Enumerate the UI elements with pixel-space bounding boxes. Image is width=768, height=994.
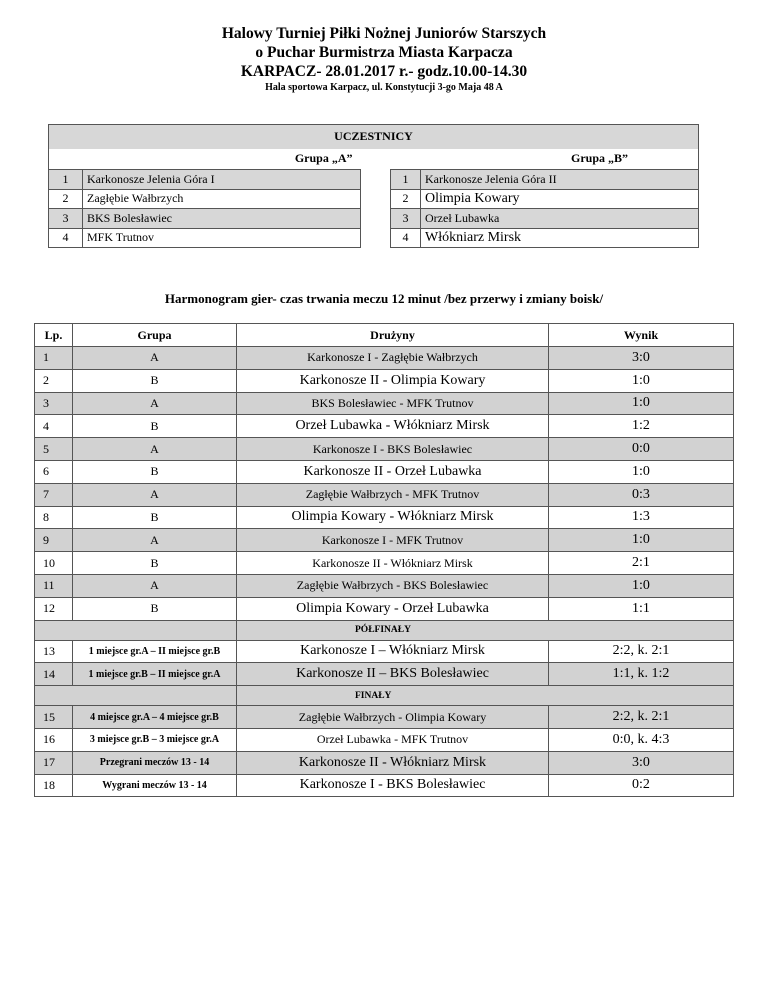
match-number: 18 bbox=[35, 774, 73, 797]
title-line-3: KARPACZ- 28.01.2017 r.- godz.10.00-14.30 bbox=[240, 63, 528, 80]
match-result: 1:0 bbox=[549, 529, 734, 552]
col-header-lp: Lp. bbox=[35, 324, 73, 347]
schedule-row bbox=[35, 640, 734, 663]
match-teams: BKS Bolesławiec - MFK Trutnov bbox=[237, 392, 549, 415]
match-teams: Karkonosze II – BKS Bolesławiec bbox=[237, 663, 549, 686]
match-teams: Orzeł Lubawka - MFK Trutnov bbox=[237, 728, 549, 751]
match-result: 2:2, k. 2:1 bbox=[549, 640, 734, 663]
semifinal-section-label: PÓŁFINAŁY bbox=[237, 620, 734, 640]
match-group: A bbox=[73, 347, 237, 370]
match-teams: Olimpia Kowary - Włókniarz Mirsk bbox=[237, 506, 549, 529]
match-teams: Karkonosze I – Włókniarz Mirsk bbox=[237, 640, 549, 663]
col-header-wynik: Wynik bbox=[549, 324, 734, 347]
match-number: 15 bbox=[35, 706, 73, 729]
group-a-team: BKS Bolesławiec bbox=[83, 209, 361, 229]
match-result: 1:1, k. 1:2 bbox=[549, 663, 734, 686]
match-group: B bbox=[73, 552, 237, 575]
match-teams: Karkonosze I - BKS Bolesławiec bbox=[237, 438, 549, 461]
match-number: 2 bbox=[35, 369, 73, 392]
match-number: 4 bbox=[35, 415, 73, 438]
match-result: 3:0 bbox=[549, 751, 734, 774]
participants-table bbox=[48, 124, 699, 248]
schedule-row bbox=[35, 369, 734, 392]
section-spacer bbox=[35, 686, 237, 706]
match-number: 7 bbox=[35, 483, 73, 506]
group-b-team: Olimpia Kowary bbox=[421, 189, 699, 209]
group-a-team: Zagłębie Wałbrzych bbox=[83, 189, 361, 209]
match-number: 3 bbox=[35, 392, 73, 415]
match-number: 5 bbox=[35, 438, 73, 461]
match-number: 11 bbox=[35, 574, 73, 597]
match-group: B bbox=[73, 369, 237, 392]
match-group: Przegrani meczów 13 - 14 bbox=[73, 751, 237, 774]
match-result: 1:2 bbox=[549, 415, 734, 438]
group-b-team: Włókniarz Mirsk bbox=[421, 228, 699, 248]
row-gap bbox=[361, 189, 391, 209]
group-b-number: 2 bbox=[391, 189, 421, 209]
title-line-2: o Puchar Burmistrza Miasta Karpacza bbox=[255, 44, 513, 61]
schedule-title: Harmonogram gier- czas trwania meczu 12 minut /bez przerwy i zmiany boisk/ bbox=[164, 291, 604, 306]
schedule-row bbox=[35, 597, 734, 620]
final-section-row bbox=[35, 686, 734, 706]
match-result: 0:0 bbox=[549, 438, 734, 461]
schedule-row bbox=[35, 438, 734, 461]
group-b-number: 1 bbox=[391, 170, 421, 190]
match-group: B bbox=[73, 506, 237, 529]
group-a-team: Karkonosze Jelenia Góra I bbox=[83, 170, 361, 190]
match-group: 3 miejsce gr.B – 3 miejsce gr.A bbox=[73, 728, 237, 751]
schedule-row bbox=[35, 751, 734, 774]
group-b-team: Karkonosze Jelenia Góra II bbox=[421, 170, 699, 190]
match-group: B bbox=[73, 597, 237, 620]
match-result: 0:2 bbox=[549, 774, 734, 797]
schedule-row bbox=[35, 552, 734, 575]
match-result: 1:0 bbox=[549, 574, 734, 597]
participant-row bbox=[49, 189, 699, 209]
match-teams: Zagłębie Wałbrzych - Olimpia Kowary bbox=[237, 706, 549, 729]
schedule-row bbox=[35, 415, 734, 438]
participant-row bbox=[49, 228, 699, 248]
section-spacer bbox=[35, 620, 237, 640]
match-teams: Zagłębie Wałbrzych - MFK Trutnov bbox=[237, 483, 549, 506]
match-teams: Karkonosze I - Zagłębie Wałbrzych bbox=[237, 347, 549, 370]
participant-row bbox=[49, 209, 699, 229]
schedule-row bbox=[35, 663, 734, 686]
match-number: 17 bbox=[35, 751, 73, 774]
match-result: 1:0 bbox=[549, 392, 734, 415]
match-result: 0:0, k. 4:3 bbox=[549, 728, 734, 751]
match-group: A bbox=[73, 529, 237, 552]
schedule-header-row bbox=[35, 324, 734, 347]
match-number: 6 bbox=[35, 460, 73, 483]
match-group: A bbox=[73, 483, 237, 506]
match-teams: Karkonosze II - Orzeł Lubawka bbox=[237, 460, 549, 483]
group-b-number: 4 bbox=[391, 228, 421, 248]
group-a-number: 4 bbox=[49, 228, 83, 248]
match-group: 1 miejsce gr.B – II miejsce gr.A bbox=[73, 663, 237, 686]
match-group: B bbox=[73, 460, 237, 483]
schedule-body bbox=[35, 347, 734, 797]
match-teams: Karkonosze II - Włókniarz Mirsk bbox=[237, 751, 549, 774]
group-b-number: 3 bbox=[391, 209, 421, 229]
match-group: A bbox=[73, 438, 237, 461]
match-group: Wygrani meczów 13 - 14 bbox=[73, 774, 237, 797]
match-teams: Zagłębie Wałbrzych - BKS Bolesławiec bbox=[237, 574, 549, 597]
match-number: 9 bbox=[35, 529, 73, 552]
group-a-number: 2 bbox=[49, 189, 83, 209]
match-teams: Karkonosze I - MFK Trutnov bbox=[237, 529, 549, 552]
schedule-row bbox=[35, 706, 734, 729]
match-group: A bbox=[73, 574, 237, 597]
match-number: 16 bbox=[35, 728, 73, 751]
schedule-row bbox=[35, 506, 734, 529]
group-gap bbox=[361, 149, 391, 170]
group-header-row bbox=[49, 149, 699, 170]
participant-row bbox=[49, 170, 699, 190]
match-number: 12 bbox=[35, 597, 73, 620]
match-teams: Karkonosze II - Włókniarz Mirsk bbox=[237, 552, 549, 575]
match-result: 3:0 bbox=[549, 347, 734, 370]
group-b-team: Orzeł Lubawka bbox=[421, 209, 699, 229]
group-a-label: Grupa „A” bbox=[49, 149, 361, 170]
match-group: 1 miejsce gr.A – II miejsce gr.B bbox=[73, 640, 237, 663]
participants-title: UCZESTNICY bbox=[49, 125, 699, 149]
schedule-row bbox=[35, 728, 734, 751]
col-header-druzyny: Drużyny bbox=[237, 324, 549, 347]
match-teams: Orzeł Lubawka - Włókniarz Mirsk bbox=[237, 415, 549, 438]
group-a-team: MFK Trutnov bbox=[83, 228, 361, 248]
match-group: B bbox=[73, 415, 237, 438]
semifinal-section-row bbox=[35, 620, 734, 640]
final-section-label: FINAŁY bbox=[237, 686, 734, 706]
match-teams: Olimpia Kowary - Orzeł Lubawka bbox=[237, 597, 549, 620]
match-number: 14 bbox=[35, 663, 73, 686]
match-group: A bbox=[73, 392, 237, 415]
match-result: 2:1 bbox=[549, 552, 734, 575]
venue-line: Hala sportowa Karpacz, ul. Konstytucji 3-go Maja 48 A bbox=[265, 82, 503, 93]
schedule-table bbox=[34, 323, 734, 797]
match-result: 1:0 bbox=[549, 369, 734, 392]
match-teams: Karkonosze II - Olimpia Kowary bbox=[237, 369, 549, 392]
schedule-row bbox=[35, 392, 734, 415]
group-b-label: Grupa „B” bbox=[391, 149, 699, 170]
participants-title-row bbox=[49, 125, 699, 149]
match-number: 13 bbox=[35, 640, 73, 663]
document-header bbox=[0, 24, 768, 95]
row-gap bbox=[361, 228, 391, 248]
schedule-row bbox=[35, 529, 734, 552]
col-header-grupa: Grupa bbox=[73, 324, 237, 347]
match-number: 10 bbox=[35, 552, 73, 575]
schedule-row bbox=[35, 460, 734, 483]
match-result: 2:2, k. 2:1 bbox=[549, 706, 734, 729]
match-number: 1 bbox=[35, 347, 73, 370]
match-group: 4 miejsce gr.A – 4 miejsce gr.B bbox=[73, 706, 237, 729]
title-line-1: Halowy Turniej Piłki Nożnej Juniorów Starszych bbox=[221, 25, 547, 42]
schedule-row bbox=[35, 574, 734, 597]
match-number: 8 bbox=[35, 506, 73, 529]
match-result: 0:3 bbox=[549, 483, 734, 506]
row-gap bbox=[361, 209, 391, 229]
schedule-row bbox=[35, 347, 734, 370]
group-a-number: 3 bbox=[49, 209, 83, 229]
schedule-row bbox=[35, 774, 734, 797]
schedule-row bbox=[35, 483, 734, 506]
row-gap bbox=[361, 170, 391, 190]
match-result: 1:1 bbox=[549, 597, 734, 620]
match-result: 1:3 bbox=[549, 506, 734, 529]
group-a-number: 1 bbox=[49, 170, 83, 190]
match-teams: Karkonosze I - BKS Bolesławiec bbox=[237, 774, 549, 797]
match-result: 1:0 bbox=[549, 460, 734, 483]
